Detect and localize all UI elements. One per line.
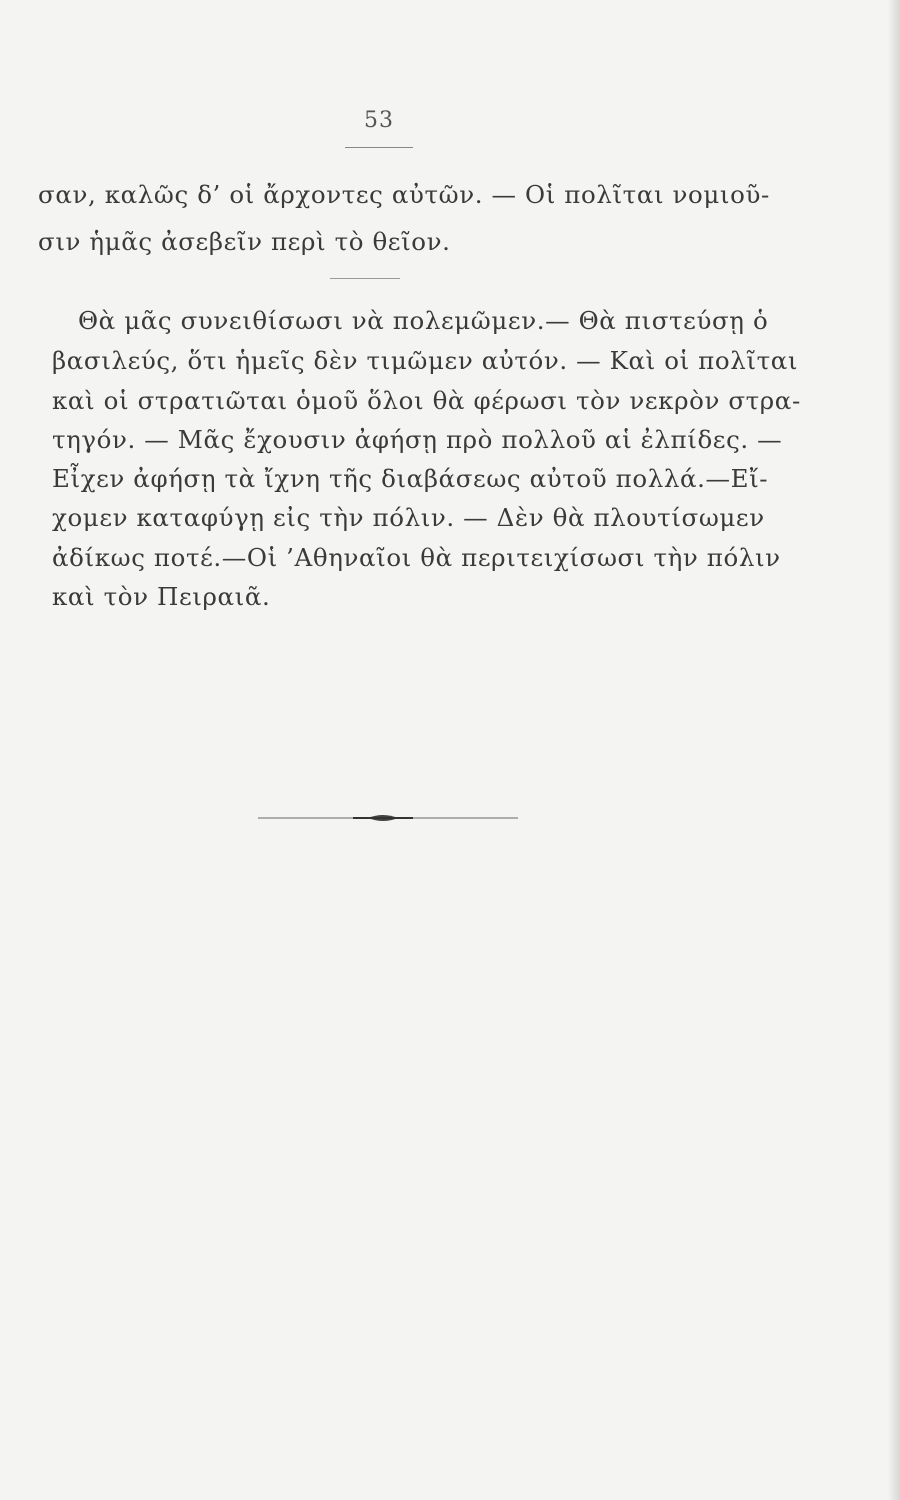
text-line: σαν, καλῶς δ’ οἱ ἄρχοντες αὐτῶν. — Οἱ πολῖται νομιοῦ-: [38, 180, 770, 209]
page-number: 53: [364, 108, 394, 133]
text-line: χομεν καταφύγῃ εἰς τὴν πόλιν. — Δὲν θὰ πλουτίσωμεν: [52, 503, 765, 532]
page-edge-shadow: [888, 0, 900, 1500]
text-line: ἀδίκως ποτέ.—Οἱ ’Αθηναῖοι θὰ περιτειχίσωσι τὴν πόλιν: [52, 543, 781, 572]
text-line: Εἶχεν ἀφήσῃ τὰ ἴχνη τῆς διαβάσεως αὐτοῦ πολλά.—Εἴ-: [52, 464, 769, 493]
text-line: καὶ τὸν Πειραιᾶ.: [52, 582, 271, 611]
section-divider: [330, 278, 400, 279]
text-line: σιν ἡμᾶς ἀσεβεῖν περὶ τὸ θεῖον.: [38, 227, 451, 256]
text-line: Θὰ μᾶς συνειθίσωσι νὰ πολεμῶμεν.— Θὰ πιστεύσῃ ὁ: [78, 306, 769, 335]
text-line: βασιλεύς, ὅτι ἡμεῖς δὲν τιμῶμεν αὐτόν. — Καὶ οἱ πολῖται: [52, 346, 799, 375]
text-line: τηγόν. — Μᾶς ἔχουσιν ἀφήσῃ πρὸ πολλοῦ αἱ ἐλπίδες. —: [52, 425, 783, 454]
text-line: καὶ οἱ στρατιῶται ὁμοῦ ὅλοι θὰ φέρωσι τὸν νεκρὸν στρα-: [52, 386, 801, 415]
page-number-underline: [345, 147, 413, 148]
end-ornament: [258, 808, 518, 828]
